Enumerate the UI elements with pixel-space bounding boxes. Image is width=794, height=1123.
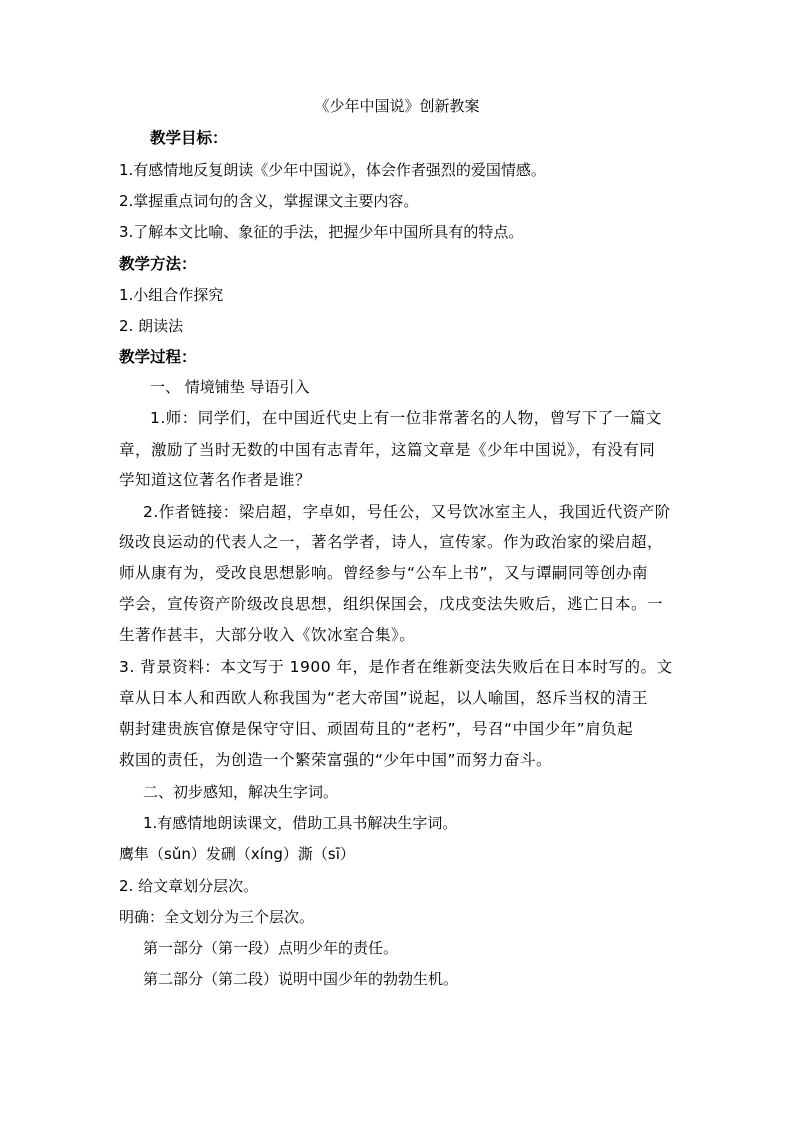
section-2-item-2: 2. 给文章划分层次。	[119, 877, 259, 895]
method-item-2: 2. 朗读法	[119, 317, 184, 335]
item-2-line-5: 生著作甚丰，大部分收入《饮冰室合集》。	[119, 626, 416, 644]
item-3-line-2: 章从日本人和西欧人称我国为“老大帝国”说起，以人喻国，怒斥当权的清王	[119, 689, 649, 707]
objectives-heading: 教学目标：	[150, 129, 228, 147]
item-2-line-4: 学会，宣传资产阶级改良思想，组织保国会，戊戌变法失败后，逃亡日本。一	[119, 595, 664, 613]
item-2-line-1: 2.作者链接：梁启超，字卓如，号任公，又号饮冰室主人，我国近代资产阶	[143, 503, 671, 521]
item-1-line-1: 1.师：同学们，在中国近代史上有一位非常著名的人物，曾写下了一篇文	[150, 409, 662, 427]
item-3-line-1: 3. 背景资料：本文写于 1900 年，是作者在维新变法失败后在日本时写的。文	[119, 658, 673, 676]
item-2-line-3: 师从康有为，受改良思想影响。曾经参与“公车上书”，又与谭嗣同等创办南	[119, 564, 649, 582]
objective-item-1: 1.有感情地反复朗读《少年中国说》，体会作者强烈的爱国情感。	[119, 161, 546, 179]
objective-item-2: 2.掌握重点词句的含义，掌握课文主要内容。	[119, 192, 419, 210]
section-2-title: 二、初步感知，解决生字词。	[143, 783, 339, 801]
item-1-line-3: 学知道这位著名作者是谁？	[119, 471, 312, 489]
process-heading: 教学过程：	[119, 348, 197, 366]
clarify-line: 明确：全文划分为三个层次。	[119, 908, 315, 926]
item-2-line-2: 级改良运动的代表人之一，著名学者，诗人，宣传家。作为政治家的梁启超，	[119, 533, 664, 551]
part-2-line: 第二部分（第二段）说明中国少年的勃勃生机。	[143, 970, 459, 988]
objective-item-3: 3.了解本文比喻、象征的手法，把握少年中国所具有的特点。	[119, 223, 524, 241]
section-2-item-1: 1.有感情地朗读课文，借助工具书解决生字词。	[143, 814, 458, 832]
methods-heading: 教学方法：	[119, 255, 197, 273]
section-1-title: 一、 情境铺垫 导语引入	[150, 378, 310, 396]
pinyin-line: 鹰隼（sǔn）发硎（xíng）澌（sī）	[119, 845, 355, 863]
item-3-line-4: 救国的责任，为创造一个繁荣富强的“少年中国”而努力奋斗。	[119, 751, 553, 769]
part-1-line: 第一部分（第一段）点明少年的责任。	[143, 939, 399, 957]
item-1-line-2: 章，激励了当时无数的中国有志青年，这篇文章是《少年中国说》，有没有同	[119, 441, 656, 459]
method-item-1: 1.小组合作探究	[119, 286, 224, 304]
item-3-line-3: 朝封建贵族官僚是保守守旧、顽固苟且的“老朽”，号召“中国少年”肩负起	[119, 720, 634, 738]
document-title: 《少年中国说》创新教案	[314, 97, 480, 115]
